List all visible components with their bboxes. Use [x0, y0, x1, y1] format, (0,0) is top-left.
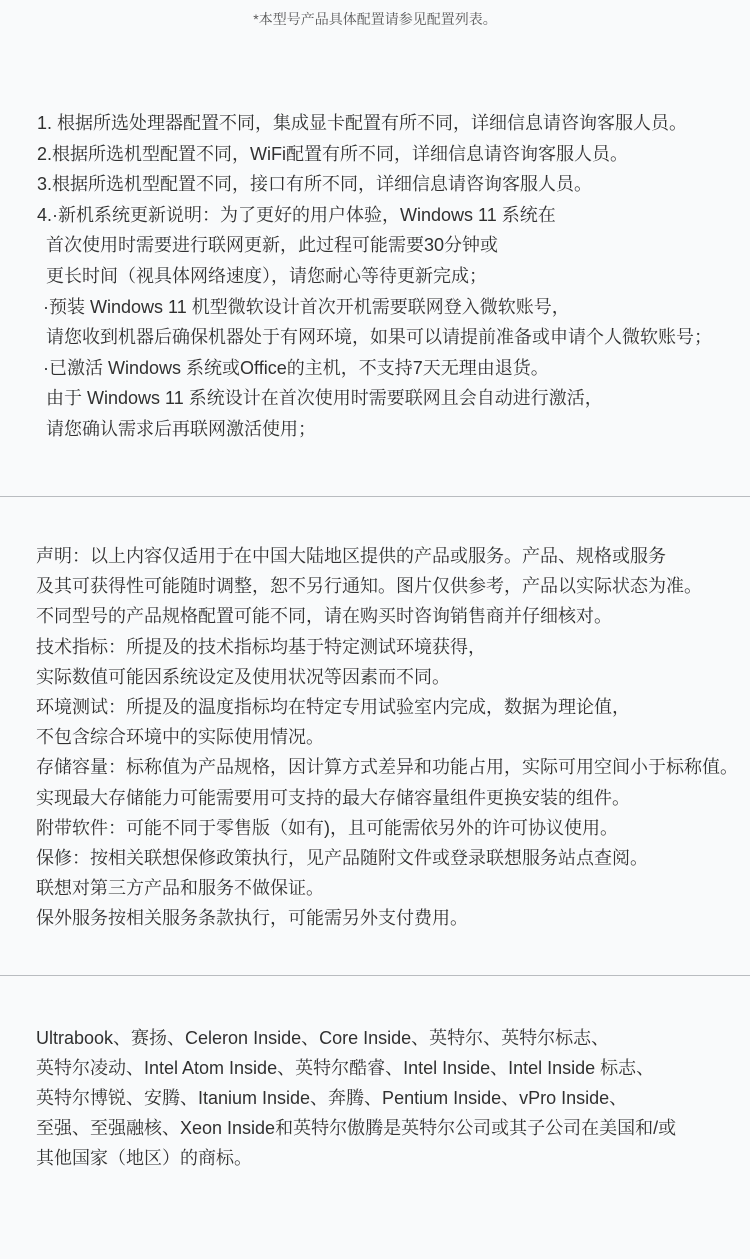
disclaimer-line: 联想对第三方产品和服务不做保证。: [36, 878, 324, 899]
disclaimer-line: 实际数值可能因系统设定及使用状况等因素而不同。: [36, 666, 450, 687]
disclaimer-line: 声明：以上内容仅适用于在中国大陆地区提供的产品或服务。产品、规格或服务: [36, 546, 666, 566]
note-line: ·预装 Windows 11 机型微软设计首次开机需要联网登入微软账号，: [43, 296, 570, 317]
disclaimer-line: 存储容量：标称值为产品规格，因计算方式差异和功能占用，实际可用空间小于标称值。: [36, 757, 738, 778]
intel-trademark-section: [0, 1023, 750, 1173]
note-line: 4.·新机系统更新说明：为了更好的用户体验，Windows 11 系统在: [37, 204, 556, 225]
note-line: ·已激活 Windows 系统或Office的主机，不支持7天无理由退货。: [43, 357, 549, 378]
section-divider: [0, 975, 750, 976]
disclaimer-line: 附带软件：可能不同于零售版（如有)，且可能需依另外的许可协议使用。: [36, 817, 618, 838]
disclaimer-line: 保外服务按相关服务条款执行，可能需另外支付费用。: [36, 908, 468, 929]
note-line: 由于 Windows 11 系统设计在首次使用时需要联网且会自动进行激活，: [46, 388, 603, 409]
purchase-notes-section: [0, 108, 750, 445]
trademark-line: 英特尔博锐、安腾、Itanium Inside、奔腾、Pentium Inside、vPro Inside、: [36, 1088, 628, 1108]
note-line: 3.根据所选机型配置不同，接口有所不同，详细信息请咨询客服人员。: [37, 174, 593, 195]
disclaimer-line: 不同型号的产品规格配置可能不同，请在购买时咨询销售商并仔细核对。: [36, 606, 612, 627]
note-line: 首次使用时需要进行联网更新，此过程可能需要30分钟或: [46, 235, 499, 256]
note-line: 请您收到机器后确保机器处于有网环境，如果可以请提前准备或申请个人微软账号；: [46, 327, 712, 348]
trademark-line: 至强、至强融核、Xeon Inside和英特尔傲腾是英特尔公司或其子公司在美国和/或: [36, 1118, 677, 1138]
disclaimer-line: 及其可获得性可能随时调整，恕不另行通知。图片仅供参考，产品以实际状态为准。: [36, 576, 702, 597]
disclaimer-line: 保修：按相关联想保修政策执行，见产品随附文件或登录联想服务站点查阅。: [36, 848, 648, 869]
config-list-caption: *本型号产品具体配置请参见配置列表。: [253, 11, 497, 27]
statement-section: [0, 541, 750, 934]
trademark-line: 英特尔凌动、Intel Atom Inside、英特尔酷睿、Intel Inside、Intel Inside 标志、: [36, 1058, 655, 1078]
trademark-line: 其他国家（地区）的商标。: [36, 1148, 252, 1168]
disclaimer-line: 不包含综合环境中的实际使用情况。: [36, 727, 324, 748]
note-line: 1. 根据所选处理器配置不同，集成显卡配置有所不同，详细信息请咨询客服人员。: [37, 113, 688, 133]
note-line: 2.根据所选机型配置不同，WiFi配置有所不同，详细信息请咨询客服人员。: [37, 143, 628, 164]
disclaimer-line: 环境测试：所提及的温度指标均在特定专用试验室内完成，数据为理论值，: [36, 697, 630, 718]
note-line: 更长时间（视具体网络速度），请您耐心等待更新完成；: [46, 265, 487, 286]
disclaimer-line: 实现最大存储能力可能需要用可支持的最大存储容量组件更换安装的组件。: [36, 787, 630, 808]
disclaimer-line: 技术指标：所提及的技术指标均基于特定测试环境获得，: [36, 636, 486, 657]
note-line: 请您确认需求后再联网激活使用；: [46, 418, 316, 439]
section-divider: [0, 496, 750, 497]
trademark-line: Ultrabook、赛扬、Celeron Inside、Core Inside、英特尔、英特尔标志、: [36, 1028, 610, 1048]
